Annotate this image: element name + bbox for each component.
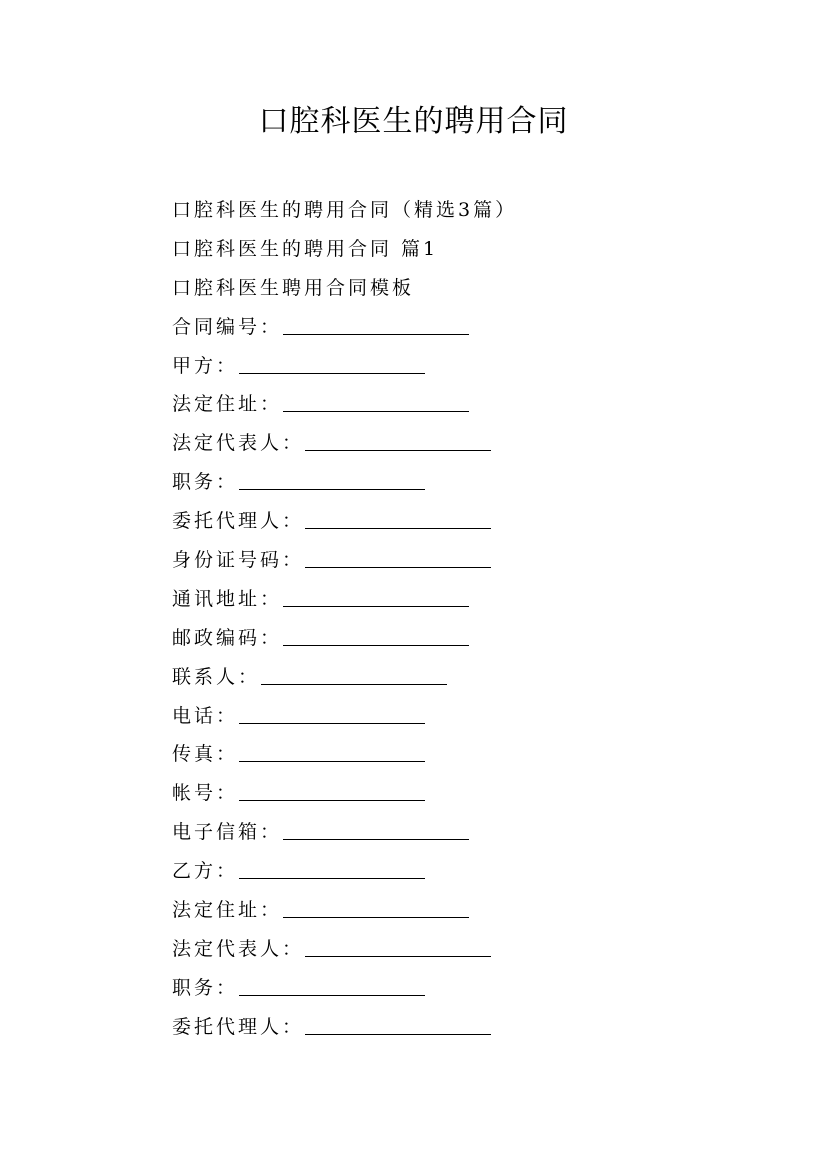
field-authorized-agent	[172, 502, 772, 541]
fill-in-blank	[305, 506, 491, 529]
fill-in-blank	[283, 623, 469, 646]
field-fax	[172, 735, 772, 774]
fill-in-blank	[305, 1012, 491, 1035]
field-postal-code	[172, 619, 772, 658]
field-label: 法定代表人：	[172, 432, 305, 455]
fill-in-blank	[305, 545, 491, 568]
intro-line: 口腔科医生聘用合同模板	[172, 276, 415, 299]
fill-in-blank	[239, 351, 425, 374]
field-label: 法定住址：	[172, 899, 283, 922]
field-account	[172, 774, 772, 813]
fill-in-blank	[305, 428, 491, 451]
field-phone	[172, 697, 772, 736]
field-label: 联系人：	[172, 665, 261, 688]
field-label: 电话：	[172, 704, 239, 727]
field-label: 职务：	[172, 471, 239, 494]
field-label: 甲方：	[172, 354, 239, 377]
fill-in-blank	[239, 856, 425, 879]
fill-in-blank	[283, 584, 469, 607]
fill-in-blank	[239, 701, 425, 724]
field-label: 邮政编码：	[172, 626, 283, 649]
field-label: 委托代理人：	[172, 510, 305, 533]
field-authorized-agent-b	[172, 1008, 772, 1047]
field-label: 身份证号码：	[172, 549, 305, 572]
field-legal-address-b	[172, 891, 772, 930]
fill-in-blank	[239, 467, 425, 490]
field-email	[172, 813, 772, 852]
fill-in-blank	[283, 817, 469, 840]
fill-in-blank	[261, 662, 447, 685]
fill-in-blank	[305, 934, 491, 957]
field-legal-address	[172, 385, 772, 424]
field-label: 电子信箱：	[172, 821, 283, 844]
fill-in-blank	[239, 739, 425, 762]
field-mailing-address	[172, 580, 772, 619]
field-label: 通讯地址：	[172, 587, 283, 610]
field-label: 委托代理人：	[172, 1015, 305, 1038]
field-label: 职务：	[172, 976, 239, 999]
field-label: 传真：	[172, 743, 239, 766]
document-body	[172, 191, 772, 1047]
field-legal-representative	[172, 424, 772, 463]
field-label: 帐号：	[172, 782, 239, 805]
field-contact-person	[172, 658, 772, 697]
fill-in-blank	[283, 895, 469, 918]
field-legal-representative-b	[172, 930, 772, 969]
field-id-number	[172, 541, 772, 580]
field-position	[172, 463, 772, 502]
field-label: 法定住址：	[172, 393, 283, 416]
field-contract-number	[172, 308, 772, 347]
intro-line: 口腔科医生的聘用合同（精选3篇）	[172, 199, 518, 221]
field-label: 合同编号：	[172, 315, 283, 338]
fill-in-blank	[239, 973, 425, 996]
fill-in-blank	[239, 778, 425, 801]
fill-in-blank	[283, 312, 469, 335]
document-title: 口腔科医生的聘用合同	[258, 104, 569, 139]
field-position-b	[172, 969, 772, 1008]
field-label: 法定代表人：	[172, 937, 305, 960]
intro-line: 口腔科医生的聘用合同 篇1	[172, 237, 439, 260]
field-label: 乙方：	[172, 860, 239, 883]
field-party-b	[172, 852, 772, 891]
fill-in-blank	[283, 389, 469, 412]
field-party-a	[172, 347, 772, 386]
